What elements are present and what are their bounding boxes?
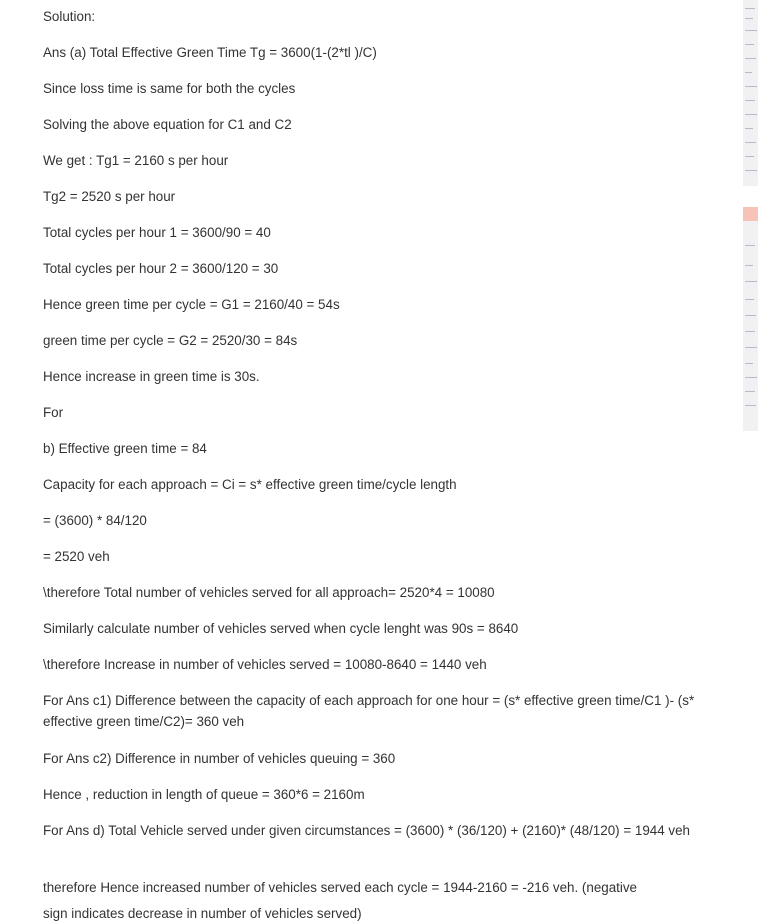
solution-line: therefore Hence increased number of vehicles served each cycle = 1944-2160 = -216 veh. (negative — [43, 880, 638, 895]
page-thumbnail-2[interactable] — [743, 207, 758, 431]
solution-line: Hence green time per cycle = G1 = 2160/40 = 54s — [43, 297, 340, 312]
answer-c2-line: For Ans c2) Difference in number of vehicles queuing = 360 — [43, 751, 396, 766]
solution-heading: Solution: — [43, 9, 96, 24]
answer-a-formula: Ans (a) Total Effective Green Time Tg = 3600(1-(2*tl )/C) — [43, 45, 377, 60]
answer-b-heading: b) Effective green time = 84 — [43, 441, 207, 456]
solution-line: Total cycles per hour 1 = 3600/90 = 40 — [43, 225, 271, 240]
page-thumbnail-1[interactable] — [743, 0, 758, 186]
answer-c1-line: For Ans c1) Difference between the capacity of each approach for one hour = (s* effective green time/C1 )- (s* effective green time/C2)= 360 veh — [43, 693, 695, 729]
solution-line: Since loss time is same for both the cycles — [43, 81, 296, 96]
solution-line: \therefore Total number of vehicles served for all approach= 2520*4 = 10080 — [43, 585, 495, 600]
solution-line: Similarly calculate number of vehicles served when cycle lenght was 90s = 8640 — [43, 621, 519, 636]
solution-line: green time per cycle = G2 = 2520/30 = 84s — [43, 333, 298, 348]
solution-line: For — [43, 405, 64, 420]
solution-line: We get : Tg1 = 2160 s per hour — [43, 153, 229, 168]
solution-line: Total cycles per hour 2 = 3600/120 = 30 — [43, 261, 279, 276]
answer-d-line: For Ans d) Total Vehicle served under given circumstances = (3600) * (36/120) + (2160)* (48/120) = 1944 veh — [43, 823, 690, 838]
solution-line: \therefore Increase in number of vehicles served = 10080-8640 = 1440 veh — [43, 657, 487, 672]
solution-line: = 2520 veh — [43, 549, 110, 564]
solution-line: = (3600) * 84/120 — [43, 513, 147, 528]
solution-line: Hence increase in green time is 30s. — [43, 369, 260, 384]
solution-line: Tg2 = 2520 s per hour — [43, 189, 176, 204]
solution-line: Solving the above equation for C1 and C2 — [43, 117, 292, 132]
solution-line: Hence , reduction in length of queue = 360*6 = 2160m — [43, 787, 365, 802]
solution-line-cut-off: sign indicates decrease in number of vehicles served) — [43, 906, 362, 921]
solution-line: Capacity for each approach = Ci = s* effective green time/cycle length — [43, 477, 457, 492]
